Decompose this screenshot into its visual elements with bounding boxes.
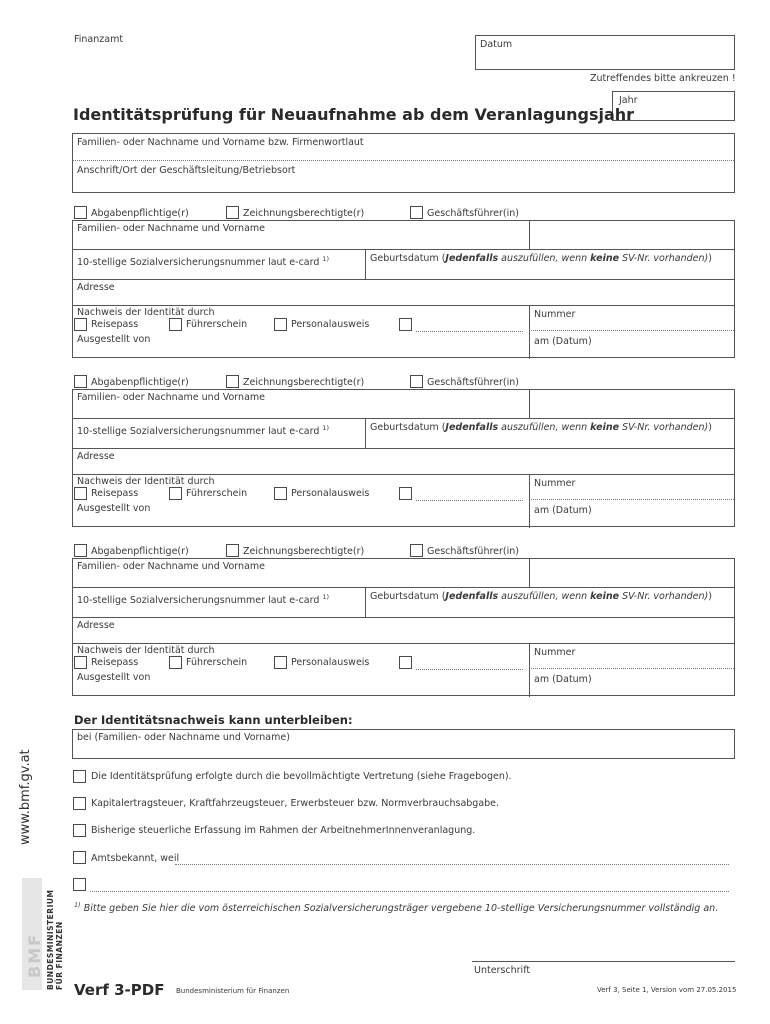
- exempt-anv-checkbox[interactable]: [73, 824, 86, 837]
- zeichnung-checkbox[interactable]: [226, 544, 239, 557]
- nachweis-label: Nachweis der Identität durch: [77, 307, 215, 318]
- person-name-label: Familien- oder Nachname und Vorname: [77, 561, 265, 572]
- fuehrerschein-label: Führerschein: [186, 657, 248, 668]
- exempt-amtsbekannt-label: Amtsbekannt, weil: [91, 853, 180, 864]
- exempt-anv-label: Bisherige steuerliche Erfassung im Rahmen der ArbeitnehmerInnenveranlagung.: [91, 825, 476, 836]
- bmf-logo: BMF: [22, 878, 42, 990]
- adresse-label: Adresse: [77, 282, 115, 293]
- abgabe-checkbox[interactable]: [74, 375, 87, 388]
- ankreuzen-hint: Zutreffendes bitte ankreuzen !: [590, 73, 736, 84]
- gf-checkbox[interactable]: [410, 375, 423, 388]
- fuehrerschein-checkbox[interactable]: [169, 487, 182, 500]
- am-datum-label: am (Datum): [534, 336, 592, 347]
- svnr-label: 10-stellige Sozialversicherungsnummer laut e-card $^{1)}$: [77, 593, 330, 607]
- bei-field[interactable]: [72, 729, 735, 759]
- exempt-heading: Der Identitätsnachweis kann unterbleiben:: [74, 713, 353, 727]
- fuehrerschein-label: Führerschein: [186, 488, 248, 499]
- reisepass-label: Reisepass: [91, 657, 139, 668]
- abgabe-checkbox[interactable]: [74, 544, 87, 557]
- personalausweis-checkbox[interactable]: [274, 318, 287, 331]
- exempt-steuer-checkbox[interactable]: [73, 797, 86, 810]
- other-id-line[interactable]: [416, 669, 523, 670]
- exempt-amtsbekannt-checkbox[interactable]: [73, 851, 86, 864]
- extra-line[interactable]: [90, 891, 729, 892]
- ausgestellt-label: Ausgestellt von: [77, 672, 151, 683]
- signature-line[interactable]: [472, 961, 735, 962]
- ausgestellt-label: Ausgestellt von: [77, 334, 151, 345]
- other-id-checkbox[interactable]: [399, 487, 412, 500]
- person-block-2: [0, 372, 770, 527]
- personalausweis-label: Personalausweis: [291, 319, 370, 330]
- zeichnung-checkbox[interactable]: [226, 375, 239, 388]
- personalausweis-label: Personalausweis: [291, 657, 370, 668]
- zeichnung-label: Zeichnungsberechtigte(r): [243, 377, 365, 388]
- bei-label: bei (Familien- oder Nachname und Vorname): [77, 732, 290, 743]
- name-label: Familien- oder Nachname und Vorname bzw. Firmenwortlaut: [77, 137, 364, 148]
- fuehrerschein-checkbox[interactable]: [169, 656, 182, 669]
- fuehrerschein-label: Führerschein: [186, 319, 248, 330]
- abgabe-label: Abgabenpflichtige(r): [91, 546, 189, 557]
- geburtsdatum-label: Geburtsdatum (Jedenfalls auszufüllen, wenn keine SV-Nr. vorhanden)): [370, 591, 712, 602]
- footnote: $^{1)}$ Bitte geben Sie hier die vom österreichischen Sozialversicherungsträger vergebene 10-stellige Versicherungsnummer vollständig an.: [74, 901, 719, 915]
- geburtsdatum-label: Geburtsdatum (Jedenfalls auszufüllen, wenn keine SV-Nr. vorhanden)): [370, 422, 712, 433]
- reisepass-checkbox[interactable]: [74, 487, 87, 500]
- other-id-line[interactable]: [416, 331, 523, 332]
- abgabe-checkbox[interactable]: [74, 206, 87, 219]
- nachweis-label: Nachweis der Identität durch: [77, 476, 215, 487]
- page-title: Identitätsprüfung für Neuaufnahme ab dem Veranlagungsjahr: [73, 105, 635, 124]
- address-label: Anschrift/Ort der Geschäftsleitung/Betriebsort: [77, 165, 296, 176]
- ministry-footer: Bundesministerium für Finanzen: [176, 987, 290, 995]
- reisepass-checkbox[interactable]: [74, 656, 87, 669]
- abgabe-label: Abgabenpflichtige(r): [91, 377, 189, 388]
- amtsbekannt-line[interactable]: [175, 864, 729, 865]
- reisepass-checkbox[interactable]: [74, 318, 87, 331]
- other-id-checkbox[interactable]: [399, 318, 412, 331]
- abgabe-label: Abgabenpflichtige(r): [91, 208, 189, 219]
- person-name-label: Familien- oder Nachname und Vorname: [77, 392, 265, 403]
- gf-checkbox[interactable]: [410, 544, 423, 557]
- zeichnung-label: Zeichnungsberechtigte(r): [243, 208, 365, 219]
- adresse-label: Adresse: [77, 451, 115, 462]
- am-datum-label: am (Datum): [534, 505, 592, 516]
- zeichnung-checkbox[interactable]: [226, 206, 239, 219]
- reisepass-label: Reisepass: [91, 319, 139, 330]
- exempt-steuer-label: Kapitalertragsteuer, Kraftfahrzeugsteuer, Erwerbsteuer bzw. Normverbrauchsabgabe.: [91, 798, 500, 809]
- nummer-label: Nummer: [534, 647, 576, 658]
- exempt-vertretung-checkbox[interactable]: [73, 770, 86, 783]
- ausgestellt-label: Ausgestellt von: [77, 503, 151, 514]
- nummer-label: Nummer: [534, 309, 576, 320]
- jahr-label: Jahr: [619, 95, 638, 106]
- person-name-label: Familien- oder Nachname und Vorname: [77, 223, 265, 234]
- adresse-label: Adresse: [77, 620, 115, 631]
- am-datum-label: am (Datum): [534, 674, 592, 685]
- finanzamt-label: Finanzamt: [74, 34, 124, 45]
- person-block-1: [0, 203, 770, 358]
- gf-label: Geschäftsführer(in): [427, 208, 519, 219]
- unterschrift-label: Unterschrift: [474, 965, 531, 976]
- nummer-label: Nummer: [534, 478, 576, 489]
- zeichnung-label: Zeichnungsberechtigte(r): [243, 546, 365, 557]
- form-number: Verf 3-PDF: [74, 981, 165, 999]
- person-grid: [72, 389, 735, 527]
- exempt-vertretung-label: Die Identitätsprüfung erfolgte durch die bevollmächtigte Vertretung (siehe Fragebogen).: [91, 771, 512, 782]
- personalausweis-checkbox[interactable]: [274, 487, 287, 500]
- svnr-label: 10-stellige Sozialversicherungsnummer laut e-card $^{1)}$: [77, 255, 330, 269]
- fuehrerschein-checkbox[interactable]: [169, 318, 182, 331]
- gf-label: Geschäftsführer(in): [427, 546, 519, 557]
- nachweis-label: Nachweis der Identität durch: [77, 645, 215, 656]
- geburtsdatum-label: Geburtsdatum (Jedenfalls auszufüllen, wenn keine SV-Nr. vorhanden)): [370, 253, 712, 264]
- gf-checkbox[interactable]: [410, 206, 423, 219]
- person-grid: [72, 220, 735, 358]
- personalausweis-label: Personalausweis: [291, 488, 370, 499]
- gf-label: Geschäftsführer(in): [427, 377, 519, 388]
- personalausweis-checkbox[interactable]: [274, 656, 287, 669]
- datum-label: Datum: [480, 39, 513, 50]
- datum-field[interactable]: [475, 35, 735, 70]
- taxpayer-block: [72, 133, 735, 193]
- version-info: Verf 3, Seite 1, Version vom 27.05.2015: [597, 986, 737, 994]
- other-id-line[interactable]: [416, 500, 523, 501]
- exempt-extra-checkbox[interactable]: [73, 878, 86, 891]
- person-block-3: [0, 541, 770, 696]
- person-grid: [72, 558, 735, 696]
- svnr-label: 10-stellige Sozialversicherungsnummer laut e-card $^{1)}$: [77, 424, 330, 438]
- bmf-wordmark: BUNDESMINISTERIUM FÜR FINANZEN: [46, 889, 64, 990]
- other-id-checkbox[interactable]: [399, 656, 412, 669]
- bmf-url: www.bmf.gv.at: [18, 749, 33, 845]
- reisepass-label: Reisepass: [91, 488, 139, 499]
